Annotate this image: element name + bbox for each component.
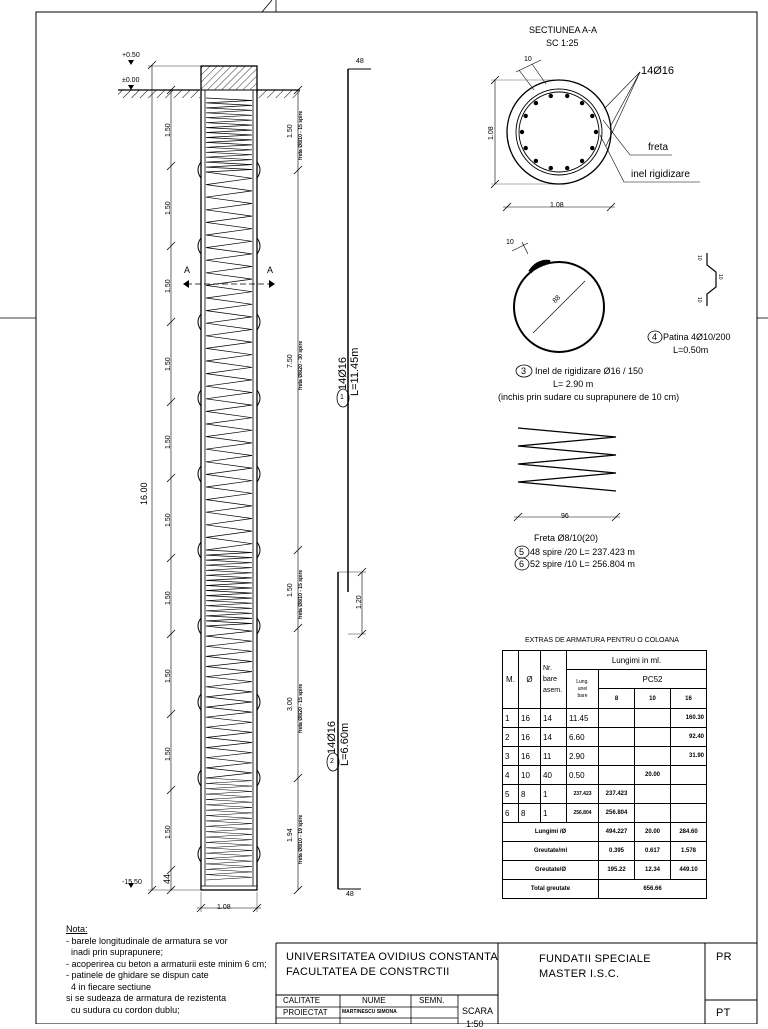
- cell-d10: 20.00: [635, 766, 671, 785]
- code-pr: PR: [716, 951, 732, 963]
- section-spiral-label: freta: [648, 142, 669, 153]
- section-bar: [580, 159, 584, 163]
- cell-l: 0.50: [567, 766, 599, 785]
- cell-d8: 256.804: [599, 804, 635, 823]
- segment-dim: 1.50: [165, 513, 172, 527]
- notes: [66, 924, 276, 1016]
- h-name: NUME: [362, 996, 386, 1005]
- role-designed: PROIECTAT: [283, 1008, 328, 1017]
- segment-dim: 1.50: [165, 201, 172, 215]
- scale-label: SCARA: [462, 1006, 494, 1016]
- wpd-label: Greutate/Ø: [503, 861, 599, 880]
- spiral-zone: [206, 172, 252, 550]
- th-diam: Ø: [519, 651, 541, 709]
- cut-label-right: A: [267, 265, 274, 275]
- cell-d8: [599, 747, 635, 766]
- university-name: UNIVERSITATEA OVIDIUS CONSTANTA: [286, 951, 499, 963]
- skid-length: L=0.50m: [673, 345, 709, 355]
- cell-n: 14: [541, 709, 567, 728]
- spiral-line6: 52 spire /10 L= 256.804 m: [530, 559, 635, 569]
- spiral-reinforcement: [198, 98, 260, 880]
- cell-l: 6.60: [567, 728, 599, 747]
- sum-d10: 20.00: [635, 823, 671, 842]
- spiral-mark5: 5: [519, 547, 525, 557]
- th-d16: 16: [671, 689, 707, 709]
- zone-length: 1.50: [287, 583, 294, 597]
- ring-detail: [512, 242, 604, 377]
- section-bars-label: 14Ø16: [641, 65, 675, 77]
- segment-dim: 1.50: [165, 123, 172, 137]
- ring-diameter-dim: 88: [551, 294, 563, 305]
- section-bar: [549, 94, 553, 98]
- zone-length: 7.50: [287, 354, 294, 368]
- table-row: [503, 747, 707, 766]
- cell-d16: 31.90: [671, 747, 707, 766]
- spiral-zone: [206, 98, 252, 172]
- cell-n: 14: [541, 728, 567, 747]
- spiral-mark6: 6: [519, 559, 525, 569]
- section-bar: [534, 101, 538, 105]
- cell-d10: [635, 728, 671, 747]
- bar2-length: L=6.60m: [339, 722, 351, 766]
- cell-d10: [635, 709, 671, 728]
- cell-d16: [671, 785, 707, 804]
- sum-d16: 284.60: [671, 823, 707, 842]
- scale-value: 1:50: [466, 1019, 484, 1029]
- segment-dim: 1.50: [165, 825, 172, 839]
- cell-d16: [671, 766, 707, 785]
- wpm-label: Greutate/ml: [503, 842, 599, 861]
- section-bar: [590, 114, 594, 118]
- th-lengths: Lungimi in ml.: [567, 651, 707, 670]
- table-row: [503, 804, 707, 823]
- zone-label: freta Ø8/10 - 15 spire: [298, 569, 304, 619]
- section-bar: [524, 146, 528, 150]
- segment-dim: 1.50: [165, 591, 172, 605]
- wpd-d10: 12.34: [635, 861, 671, 880]
- ring-label: Inel de rigidizare Ø16 / 150: [535, 366, 644, 376]
- segment-dim: 1.50: [165, 357, 172, 371]
- cell-l: 11.45: [567, 709, 599, 728]
- zone-length: 3.00: [287, 697, 294, 711]
- cell-d8: [599, 709, 635, 728]
- cell-d: 16: [519, 747, 541, 766]
- total-length-dim: 16.00: [139, 482, 149, 505]
- cell-l: 237.423: [567, 785, 599, 804]
- cell-n: 1: [541, 785, 567, 804]
- segment-dim: 1.50: [165, 435, 172, 449]
- cell-d: 10: [519, 766, 541, 785]
- cell-m: 5: [503, 785, 519, 804]
- cell-m: 4: [503, 766, 519, 785]
- cell-m: 2: [503, 728, 519, 747]
- spiral-line5: 48 spire /20 L= 237.423 m: [530, 547, 635, 557]
- note-line: si se sudeaza de armatura de rezistenta: [66, 993, 227, 1003]
- spiral-zone: [206, 550, 252, 626]
- program-name: MASTER I.S.C.: [539, 968, 620, 980]
- cell-d8: [599, 766, 635, 785]
- section-bar: [524, 114, 528, 118]
- cell-d: 8: [519, 804, 541, 823]
- skid-detail: [648, 253, 716, 343]
- segment-dim: 1.50: [165, 669, 172, 683]
- cell-d: 8: [519, 785, 541, 804]
- sum-d8: 494.227: [599, 823, 635, 842]
- wpm-d10: 0.617: [635, 842, 671, 861]
- bar1-mark: 1: [340, 394, 344, 401]
- wpm-d8: 0.395: [599, 842, 635, 861]
- cell-d16: [671, 804, 707, 823]
- level-top: +0.50: [122, 52, 140, 59]
- section-bar: [565, 166, 569, 170]
- project-name: FUNDATII SPECIALE: [539, 953, 651, 965]
- cell-m: 1: [503, 709, 519, 728]
- total-label: Total greutate: [503, 880, 599, 899]
- table-title: EXTRAS DE ARMATURA PENTRU O COLOANA: [525, 637, 679, 644]
- table-row: [503, 766, 707, 785]
- section-bar: [580, 101, 584, 105]
- section-bar: [590, 146, 594, 150]
- cell-d10: [635, 785, 671, 804]
- note-line: - barele longitudinale de armatura se vor: [66, 935, 228, 946]
- faculty-name: FACULTATEA DE CONSTRCTII: [286, 966, 450, 978]
- wpm-d16: 1.578: [671, 842, 707, 861]
- section-ring-label: inel rigidizare: [631, 169, 690, 180]
- cut-label-left: A: [184, 265, 191, 275]
- ring-cover-dim: 10: [506, 239, 514, 246]
- wpd-d8: 195.22: [599, 861, 635, 880]
- spiral-width-dim: 96: [561, 513, 569, 520]
- h-sign: SEMN.: [419, 996, 445, 1005]
- ring-mark: 3: [521, 366, 527, 376]
- cell-n: 11: [541, 747, 567, 766]
- cell-d: 16: [519, 728, 541, 747]
- skid-dim-b: 10: [717, 274, 723, 280]
- h-role: CALITATE: [283, 996, 321, 1005]
- spiral-zone: [206, 778, 252, 880]
- table-row: [503, 709, 707, 728]
- section-bar: [520, 130, 524, 134]
- section-scale: SC 1:25: [546, 38, 579, 48]
- th-unit: Lung. unei bare: [567, 670, 599, 709]
- note-line: - acoperirea cu beton a armaturii este minim 6 cm;: [66, 958, 267, 969]
- segment-dim: 1.50: [165, 279, 172, 293]
- section-a-a: [491, 60, 700, 211]
- th-steel: PC52: [599, 670, 707, 689]
- notes-title: Nota:: [66, 924, 88, 934]
- cell-d8: 237.423: [599, 785, 635, 804]
- spiral-title: Freta Ø8/10(20): [534, 533, 599, 543]
- cell-n: 1: [541, 804, 567, 823]
- designer-name: MARTINESCU SIMONA: [342, 1009, 397, 1015]
- skid-mark: 4: [652, 332, 658, 342]
- wpd-d16: 449.10: [671, 861, 707, 880]
- bottom-segment-dim: 44: [162, 873, 172, 884]
- bar2-label: 14Ø16: [326, 720, 338, 754]
- ring-length: L= 2.90 m: [553, 379, 594, 389]
- section-title: SECTIUNEA A-A: [529, 25, 598, 35]
- cell-m: 3: [503, 747, 519, 766]
- table-row: [503, 785, 707, 804]
- cell-d10: [635, 747, 671, 766]
- skid-label: Patina 4Ø10/200: [663, 332, 731, 342]
- note-line: cu sudura cu cordon dublu;: [66, 1004, 180, 1015]
- cell-d: 16: [519, 709, 541, 728]
- section-cover-dim: 10: [524, 56, 532, 63]
- pile-width-dim: 1.08: [217, 904, 231, 911]
- bar2-bottom-dim: 48: [346, 891, 354, 898]
- zone-label: freta Ø8/20 - 15 spire: [298, 683, 304, 733]
- cell-d16: 92.40: [671, 728, 707, 747]
- section-diameter-dim: 1.08: [550, 202, 564, 209]
- cell-d16: 160.30: [671, 709, 707, 728]
- segment-dim: 1.50: [165, 747, 172, 761]
- cell-l: 256.804: [567, 804, 599, 823]
- zone-label: freta Ø8/10 - 19 spire: [298, 814, 304, 864]
- level-bottom: -15.50: [122, 879, 142, 886]
- rebar-schedule-table: [502, 650, 707, 899]
- table-row: [503, 728, 707, 747]
- zone-length: 1.50: [287, 124, 294, 138]
- total-value: 656.66: [599, 880, 707, 899]
- note-line: - patinele de ghidare se dispun cate: [66, 970, 209, 980]
- zone-label: freta Ø8/20 - 30 spire: [298, 340, 304, 390]
- cell-d8: [599, 728, 635, 747]
- zone-label: freta Ø8/10 - 15 spire: [298, 110, 304, 160]
- th-count: Nr. bare asem.: [541, 651, 567, 709]
- section-bar: [534, 159, 538, 163]
- cell-l: 2.90: [567, 747, 599, 766]
- bar1-top-dim: 48: [356, 58, 364, 65]
- th-d10: 10: [635, 689, 671, 709]
- note-line: 4 in fiecare sectiune: [66, 981, 152, 992]
- note-line: inadi prin suprapunere;: [66, 947, 164, 957]
- level-ground: ±0.00: [122, 77, 140, 84]
- cell-n: 40: [541, 766, 567, 785]
- bar2-mark: 2: [330, 758, 334, 765]
- bar1-label: 14Ø16: [337, 356, 349, 390]
- spiral-zone: [206, 626, 252, 778]
- section-bar: [565, 94, 569, 98]
- sum-label: Lungimi /Ø: [503, 823, 599, 842]
- section-bar: [549, 166, 553, 170]
- bar-shapes: [327, 69, 371, 889]
- cell-m: 6: [503, 804, 519, 823]
- th-mark: M.: [503, 651, 519, 709]
- bar1-length: L=11.45m: [349, 347, 361, 396]
- lap-dim: 1.20: [356, 595, 363, 609]
- section-bar: [594, 130, 598, 134]
- code-pt: PT: [716, 1007, 731, 1019]
- skid-dim-c: 10: [696, 297, 702, 303]
- section-height-dim: 1.08: [488, 126, 495, 140]
- cell-d10: [635, 804, 671, 823]
- zone-length: 1.94: [287, 828, 294, 842]
- ring-note: (inchis prin sudare cu suprapunere de 10 cm): [498, 392, 680, 402]
- skid-dim-a: 10: [696, 255, 702, 261]
- th-d8: 8: [599, 689, 635, 709]
